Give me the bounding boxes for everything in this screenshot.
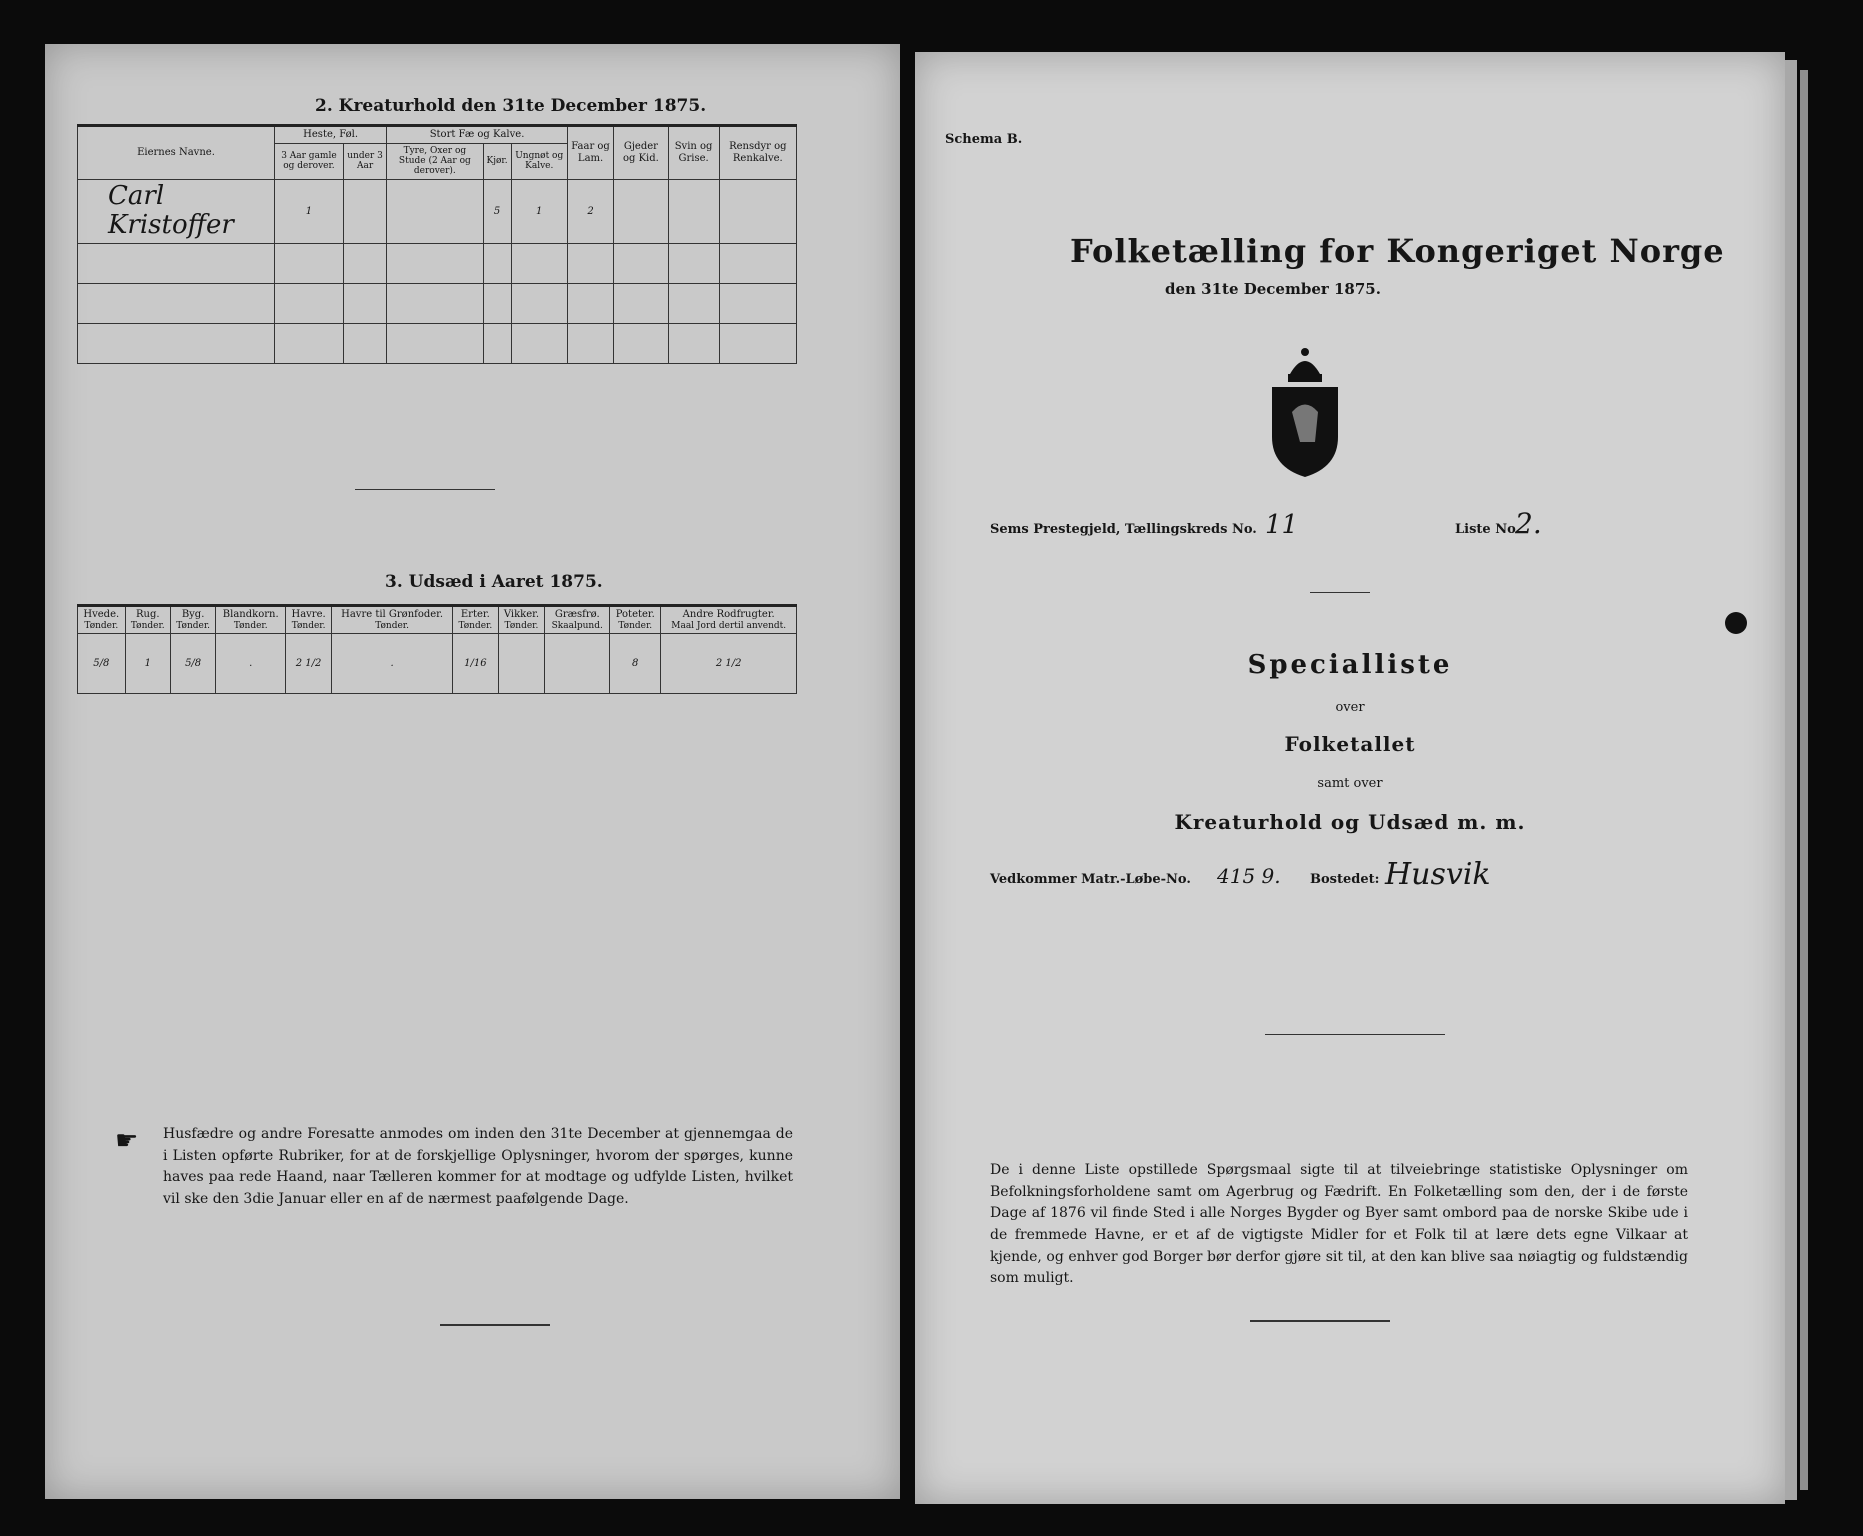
seed-col-unit: Maal Jord dertil anvendt. — [671, 620, 787, 631]
main-title: Folketælling for Kongeriget Norge — [1070, 232, 1725, 270]
seed-col-name: Havre til Grønfoder. — [341, 609, 444, 620]
seed-value — [498, 633, 545, 693]
seed-col-name: Hvede. — [83, 609, 120, 620]
col-pigs: Svin og Grise. — [668, 126, 719, 180]
col-bulls: Tyre, Oxer og Stude (2 Aar og derover). — [387, 143, 483, 179]
col-reindeer: Rensdyr og Renkalve. — [719, 126, 796, 180]
notice-text: Husfædre og andre Foresatte anmodes om inden den 31te December at gjennemgaa de i Listen opførte Rubriker, for at de forskjellige Oplysninger, hvorom der spørges, kunne haves paa rede Haand, naar Tælleren kommer for at modtage og udfylde Listen, hvilket vil ske den 3die Januar eller en af de nærmest paafølgende Dage. — [163, 1126, 793, 1208]
seed-col-header — [125, 606, 170, 634]
divider — [1310, 592, 1370, 593]
seed-col-name: Erter. — [460, 609, 490, 620]
seed-col-unit: Tønder. — [618, 620, 653, 631]
goats-value — [614, 179, 668, 244]
section3-title: 3. Udsæd i Aaret 1875. — [385, 572, 603, 592]
seed-col-unit: Tønder. — [176, 620, 210, 631]
horses-old-value: 1 — [275, 179, 344, 244]
seed-value: 5/8 — [78, 633, 126, 693]
divider — [1250, 1320, 1390, 1322]
liste-label: Liste No. — [1455, 522, 1521, 537]
young-cattle-value: 1 — [511, 179, 567, 244]
col-horses-old: 3 Aar gamle og derover. — [275, 143, 344, 179]
matr-label: Vedkommer Matr.-Løbe-No. — [990, 872, 1191, 887]
seed-value: 5/8 — [170, 633, 215, 693]
seed-value: 2 1/2 — [286, 633, 332, 693]
seed-col-header — [661, 606, 797, 634]
seed-col-name: Rug. — [135, 609, 160, 620]
seed-col-unit: Tønder. — [130, 620, 165, 631]
divider — [440, 1324, 550, 1326]
col-horses: Heste, Føl. — [275, 126, 387, 144]
liste-number: 2. — [1515, 507, 1542, 540]
seed-col-header — [170, 606, 215, 634]
punch-hole — [1725, 612, 1747, 634]
left-page — [45, 44, 900, 1499]
seed-col-name: Poteter. — [615, 609, 655, 620]
bostedet-value: Husvik — [1385, 857, 1491, 892]
col-cattle: Stort Fæ og Kalve. — [387, 126, 568, 144]
seed-col-header — [545, 606, 610, 634]
seed-col-header — [332, 606, 453, 634]
seed-value: 1/16 — [453, 633, 498, 693]
right-page — [915, 52, 1785, 1504]
table-row — [78, 324, 797, 364]
seed-col-name: Havre. — [291, 609, 326, 620]
table-row — [78, 284, 797, 324]
pigs-value — [668, 179, 719, 244]
page-edge — [1800, 70, 1808, 1490]
table-row — [78, 633, 797, 693]
seed-col-header — [453, 606, 498, 634]
seed-col-unit: Tønder. — [375, 620, 409, 631]
seed-value: 1 — [125, 633, 170, 693]
over-label: over — [1335, 700, 1365, 715]
prestegjeld-label: Sems Prestegjeld, Tællingskreds No. — [990, 522, 1257, 537]
seed-col-name: Andre Rodfrugter. — [682, 609, 775, 620]
col-young-cattle: Ungnøt og Kalve. — [511, 143, 567, 179]
matr-number: 415 9. — [1217, 864, 1281, 888]
col-sheep: Faar og Lam. — [567, 126, 613, 180]
seed-col-name: Græsfrø. — [554, 609, 600, 620]
purpose-text: De i denne Liste opstillede Spørgsmaal sigte til at tilveiebringe statistiske Oplysninger om Befolkningsforholdene samt om Agerbrug og Fædrift. En Folketælling som den, der i de første Dage af 1876 vil finde Sted i alle Norges Bygder og Byer samt ombord paa de norske Skibe ude i de fremmede Havne, er et af de vigtigste Midler for et Folk til at lære dets egne Vilkaar at kjende, og enhver god Borger bør derfor gjøre sit til, at den kan blive saa nøiagtig og fuldstændig som muligt. — [990, 1162, 1688, 1287]
seed-col-header — [216, 606, 286, 634]
seed-col-name: Byg. — [181, 609, 205, 620]
coat-of-arms-icon — [1260, 342, 1350, 482]
cows-value: 5 — [483, 179, 511, 244]
seed-table — [77, 604, 797, 694]
seed-value: . — [332, 633, 453, 693]
col-horses-young: under 3 Aar — [343, 143, 386, 179]
seed-col-unit: Tønder. — [84, 620, 119, 631]
seed-value: . — [216, 633, 286, 693]
seed-col-unit: Tønder. — [458, 620, 493, 631]
sheep-value: 2 — [567, 179, 613, 244]
folketallet-heading: Folketallet — [1284, 732, 1416, 756]
seed-col-header — [78, 606, 126, 634]
section2-title: 2. Kreaturhold den 31te December 1875. — [315, 96, 707, 116]
seed-value: 8 — [610, 633, 661, 693]
livestock-table — [77, 124, 797, 364]
seed-col-header — [610, 606, 661, 634]
divider — [1265, 1034, 1445, 1035]
seed-col-name: Vikker. — [503, 609, 540, 620]
seed-col-header — [286, 606, 332, 634]
col-owner: Eiernes Navne. — [78, 126, 275, 180]
pointing-hand-icon: ☛ — [115, 1126, 139, 1156]
seed-col-unit: Tønder. — [504, 620, 539, 631]
horses-young-value — [343, 179, 386, 244]
specialliste-heading: Specialliste — [1247, 650, 1453, 680]
schema-label: Schema B. — [945, 132, 1023, 147]
page-edge — [1785, 60, 1797, 1500]
seed-col-unit: Skaalpund. — [551, 620, 603, 631]
divider — [355, 489, 495, 490]
seed-col-unit: Tønder. — [291, 620, 326, 631]
owner-name: Carl Kristoffer — [78, 179, 275, 244]
col-goats: Gjeder og Kid. — [614, 126, 668, 180]
seed-col-name: Blandkorn. — [222, 609, 279, 620]
seed-value: 2 1/2 — [661, 633, 797, 693]
date-line: den 31te December 1875. — [1165, 280, 1381, 298]
seed-col-unit: Tønder. — [233, 620, 268, 631]
bostedet-label: Bostedet: — [1310, 872, 1380, 887]
col-cows: Kjør. — [483, 143, 511, 179]
bulls-value — [387, 179, 483, 244]
reindeer-value — [719, 179, 796, 244]
seed-col-header — [498, 606, 545, 634]
table-row — [78, 179, 797, 244]
kreds-number: 11 — [1265, 510, 1299, 540]
kreaturhold-heading: Kreaturhold og Udsæd m. m. — [1174, 810, 1526, 834]
samt-over-label: samt over — [1317, 776, 1383, 791]
seed-value — [545, 633, 610, 693]
table-row — [78, 244, 797, 284]
